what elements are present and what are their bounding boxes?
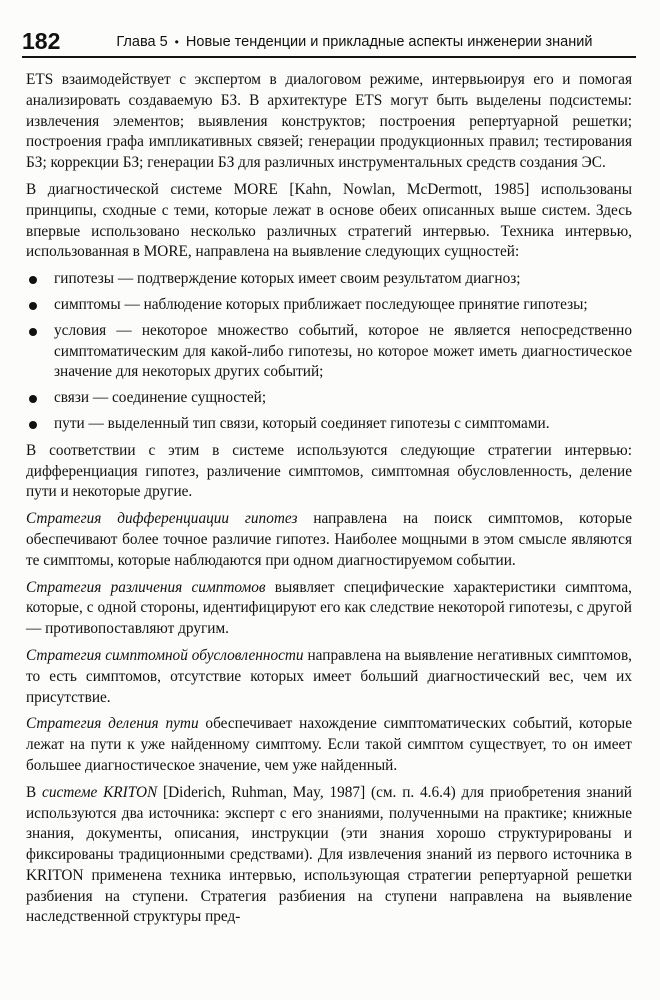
chapter-title: Новые тенденции и прикладные аспекты инженерии знаний — [185, 34, 593, 50]
paragraph-symptom-conditioning — [26, 646, 632, 708]
strategy-term: Стратегия различения симптомов — [26, 578, 266, 596]
kriton-text: [Diderich, Ruhman, May, 1987] (см. п. 4.6.4) для приобретения знаний используются два источника: эксперт с его знаниями, полученными на практике; книжные знания, документы, описания, инструкции (эти знания хорошо структурированы и фиксированы традиционными средствами). Для извлечения знаний из первого источника в KRITON применена техника интервью, использующая стратегии репертуарной решетки разбиения на ступени. Стратегия разбиения на ступени направлена на выявление наследственной структуры пред- — [26, 783, 632, 926]
strategy-term: Стратегия симптомной обусловленности — [26, 646, 304, 664]
system-term: системе KRITON — [42, 783, 158, 801]
list-item: симптомы — наблюдение которых приближает последующее принятие гипотезы; — [26, 295, 632, 316]
list-item: гипотезы — подтверждение которых имеет своим результатом диагноз; — [26, 269, 632, 290]
strategy-text: направлена на выявление негативных симптомов, то есть симптомов, отсутствие которых имеет больший диагностический вес, чем их присутствие. — [26, 646, 632, 706]
paragraph-ets: ETS взаимодействует с экспертом в диалоговом режиме, интервьюируя его и помогая анализировать создаваемую БЗ. В архитектуре ETS могут быть выделены подсистемы: извлечения элементов; выявления конструктов; построения репертуарной решетки; построения графа импликативных связей; генерации продукционных правил; тестирования БЗ; коррекции БЗ; генерации БЗ для различных инструментальных средств создания ЭС. — [26, 71, 632, 172]
page-number: 182 — [22, 28, 61, 54]
kriton-prefix: В — [26, 783, 43, 801]
list-item: условия — некоторое множество событий, которое не является непосредственно симптоматическим для какой-либо гипотезы, но которое может иметь диагностическое значение для некоторых других событий; — [26, 321, 632, 383]
strategy-text: обеспечивает нахождение симптоматических событий, которые лежат на пути к уже найденному симптому. Если такой симптом существует, то он имеет большее диагностическое значение, чем уже найденный. — [26, 715, 632, 774]
entity-list — [26, 269, 632, 435]
list-item: связи — соединение сущностей; — [26, 388, 632, 409]
chapter-label: Глава 5 — [116, 34, 168, 50]
paragraph-kriton — [26, 783, 632, 929]
running-header — [22, 26, 636, 58]
bullet-separator: • — [174, 35, 179, 49]
paragraph-strategies: В соответствии с этим в системе используются следующие стратегии интервью: дифференциация гипотез, различение симптомов, симптомная обусловленность, деление пути и некоторые другие. — [26, 441, 632, 501]
paragraph-symptom-distinction — [26, 578, 632, 640]
chapter-heading — [116, 34, 592, 56]
paragraph-path-division — [26, 714, 632, 776]
strategy-term: Стратегия деления пути — [26, 715, 199, 733]
paragraph-more: В диагностической системе MORE [Kahn, Nowlan, McDermott, 1985] использованы принципы, сходные с теми, которые лежат в основе обеих описанных выше систем. Здесь впервые использовано несколько различных стратегий интервью. Техника интервью, использованная в MORE, направлена на выявление следующих сущностей: — [26, 180, 632, 261]
strategy-text: направлена на поиск симптомов, которые обеспечивают более точное различие гипотез. Наиболее мощными в этом смысле являются те симптомы, которые наблюдаются при одном диагностируемом событии. — [26, 510, 632, 569]
paragraph-hypothesis-differentiation — [26, 509, 632, 571]
strategy-text: выявляет специфические характеристики симптома, которые, с одной стороны, идентифицируют его как следствие некоторой гипотезы, с другой — противопоставляют другим. — [26, 578, 632, 638]
list-item: пути — выделенный тип связи, который соединяет гипотезы с симптомами. — [26, 414, 632, 435]
page-body — [26, 70, 632, 934]
strategy-term: Стратегия дифференциации гипотез — [26, 510, 298, 528]
